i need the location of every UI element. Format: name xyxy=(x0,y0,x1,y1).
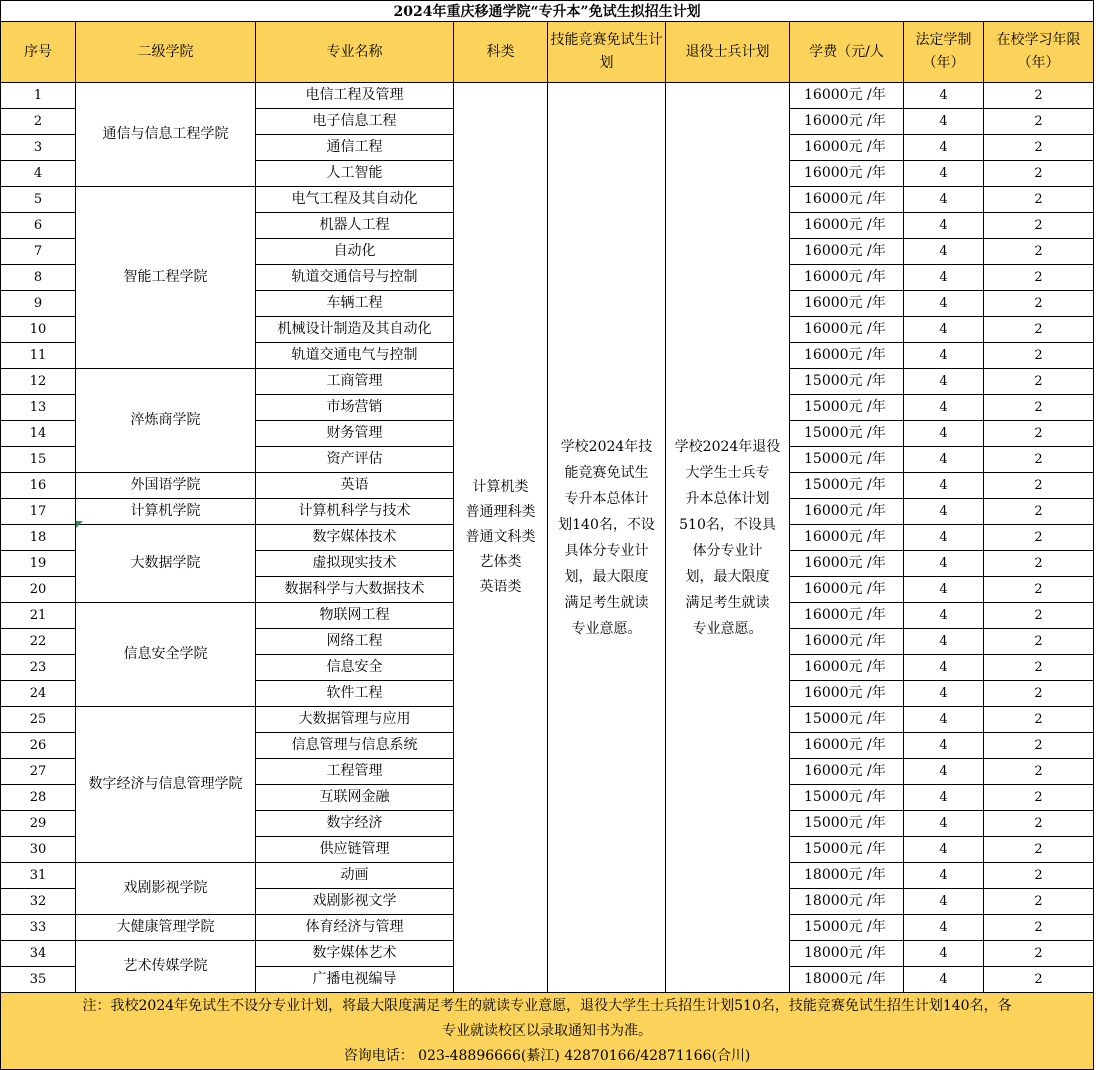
fee-cell: 16000元 /年 xyxy=(790,109,904,135)
study-years-cell: 4 xyxy=(904,551,984,577)
seq-cell: 19 xyxy=(1,551,76,577)
school-years-cell: 2 xyxy=(984,135,1094,161)
study-years-cell: 4 xyxy=(904,707,984,733)
fee-cell: 16000元 /年 xyxy=(790,291,904,317)
veteran-plan-line: 满足考生就读 xyxy=(685,594,770,611)
major-cell: 资产评估 xyxy=(256,447,454,473)
study-years-cell: 4 xyxy=(904,863,984,889)
major-cell: 物联网工程 xyxy=(256,603,454,629)
school-years-cell: 2 xyxy=(984,525,1094,551)
school-years-cell: 2 xyxy=(984,759,1094,785)
note-line: 注：我校2024年免试生不设分专业计划，将最大限度满足考生的就读专业意愿，退役大学生士兵招生计划510名，技能竞赛免试生招生计划140名，各 xyxy=(82,997,1012,1014)
major-cell: 供应链管理 xyxy=(256,837,454,863)
seq-cell: 26 xyxy=(1,733,76,759)
fee-cell: 16000元 /年 xyxy=(790,265,904,291)
major-cell: 信息安全 xyxy=(256,655,454,681)
fee-cell: 16000元 /年 xyxy=(790,629,904,655)
seq-cell: 29 xyxy=(1,811,76,837)
seq-cell: 13 xyxy=(1,395,76,421)
major-cell: 数字媒体艺术 xyxy=(256,941,454,967)
school-years-cell: 2 xyxy=(984,577,1094,603)
fee-cell: 16000元 /年 xyxy=(790,551,904,577)
seq-cell: 34 xyxy=(1,941,76,967)
school-years-cell: 2 xyxy=(984,213,1094,239)
major-cell: 轨道交通电气与控制 xyxy=(256,343,454,369)
veteran-plan-line: 升本总体计划 xyxy=(685,490,770,507)
school-years-cell: 2 xyxy=(984,707,1094,733)
major-cell: 体育经济与管理 xyxy=(256,915,454,941)
school-years-cell: 2 xyxy=(984,967,1094,993)
school-years-cell: 2 xyxy=(984,551,1094,577)
fee-cell: 15000元 /年 xyxy=(790,811,904,837)
study-years-cell: 4 xyxy=(904,577,984,603)
major-cell: 大数据管理与应用 xyxy=(256,707,454,733)
study-years-cell: 4 xyxy=(904,759,984,785)
college-cell: 数字经济与信息管理学院 xyxy=(76,707,256,863)
seq-cell: 20 xyxy=(1,577,76,603)
study-years-cell: 4 xyxy=(904,889,984,915)
college-cell: 通信与信息工程学院 xyxy=(76,83,256,187)
comment-marker-icon xyxy=(76,521,83,528)
seq-cell: 4 xyxy=(1,161,76,187)
school-years-cell: 2 xyxy=(984,941,1094,967)
major-cell: 电信工程及管理 xyxy=(256,83,454,109)
seq-cell: 35 xyxy=(1,967,76,993)
school-years-cell: 2 xyxy=(984,421,1094,447)
major-cell: 财务管理 xyxy=(256,421,454,447)
major-cell: 电气工程及其自动化 xyxy=(256,187,454,213)
seq-cell: 23 xyxy=(1,655,76,681)
seq-cell: 31 xyxy=(1,863,76,889)
seq-cell: 15 xyxy=(1,447,76,473)
major-cell: 电子信息工程 xyxy=(256,109,454,135)
school-years-cell: 2 xyxy=(984,109,1094,135)
seq-cell: 10 xyxy=(1,317,76,343)
note-line: 专业就读校区以录取通知书为准。 xyxy=(442,1022,653,1039)
skill-plan-line: 学校2024年技 xyxy=(560,438,653,455)
fee-cell: 16000元 /年 xyxy=(790,213,904,239)
school-years-cell: 2 xyxy=(984,655,1094,681)
school-years-cell: 2 xyxy=(984,161,1094,187)
seq-cell: 14 xyxy=(1,421,76,447)
major-cell: 工程管理 xyxy=(256,759,454,785)
fee-cell: 16000元 /年 xyxy=(790,161,904,187)
category-line: 艺体类 xyxy=(479,554,522,570)
seq-cell: 3 xyxy=(1,135,76,161)
major-cell: 互联网金融 xyxy=(256,785,454,811)
study-years-cell: 4 xyxy=(904,941,984,967)
seq-cell: 12 xyxy=(1,369,76,395)
school-years-cell: 2 xyxy=(984,915,1094,941)
skill-plan-cell xyxy=(548,83,666,993)
seq-cell: 27 xyxy=(1,759,76,785)
study-years-cell: 4 xyxy=(904,369,984,395)
major-cell: 软件工程 xyxy=(256,681,454,707)
school-years-cell: 2 xyxy=(984,187,1094,213)
major-cell: 机器人工程 xyxy=(256,213,454,239)
seq-cell: 16 xyxy=(1,473,76,499)
study-years-cell: 4 xyxy=(904,681,984,707)
seq-cell: 9 xyxy=(1,291,76,317)
school-years-cell: 2 xyxy=(984,369,1094,395)
seq-cell: 11 xyxy=(1,343,76,369)
seq-cell: 2 xyxy=(1,109,76,135)
study-years-cell: 4 xyxy=(904,603,984,629)
fee-cell: 15000元 /年 xyxy=(790,837,904,863)
study-years-cell: 4 xyxy=(904,967,984,993)
seq-cell: 18 xyxy=(1,525,76,551)
seq-cell: 28 xyxy=(1,785,76,811)
fee-cell: 16000元 /年 xyxy=(790,525,904,551)
fee-cell: 16000元 /年 xyxy=(790,239,904,265)
seq-cell: 32 xyxy=(1,889,76,915)
college-cell: 信息安全学院 xyxy=(76,603,256,707)
seq-cell: 6 xyxy=(1,213,76,239)
fee-cell: 16000元 /年 xyxy=(790,83,904,109)
major-cell: 网络工程 xyxy=(256,629,454,655)
fee-cell: 15000元 /年 xyxy=(790,395,904,421)
veteran-plan-line: 学校2024年退役 xyxy=(674,438,781,455)
skill-plan-line: 划，最大限度 xyxy=(564,568,649,585)
fee-cell: 18000元 /年 xyxy=(790,941,904,967)
seq-cell: 5 xyxy=(1,187,76,213)
major-cell: 英语 xyxy=(256,473,454,499)
fee-cell: 15000元 /年 xyxy=(790,707,904,733)
school-years-cell: 2 xyxy=(984,837,1094,863)
veteran-plan-line: 专业意愿。 xyxy=(692,620,763,637)
study-years-cell: 4 xyxy=(904,629,984,655)
major-cell: 自动化 xyxy=(256,239,454,265)
college-cell: 淬炼商学院 xyxy=(76,369,256,473)
study-years-cell: 4 xyxy=(904,837,984,863)
major-cell: 数字媒体技术 xyxy=(256,525,454,551)
seq-cell: 1 xyxy=(1,83,76,109)
major-cell: 动画 xyxy=(256,863,454,889)
major-cell: 轨道交通信号与控制 xyxy=(256,265,454,291)
seq-cell: 22 xyxy=(1,629,76,655)
fee-cell: 18000元 /年 xyxy=(790,863,904,889)
veteran-plan-line: 大学生士兵专 xyxy=(685,464,770,481)
school-years-cell: 2 xyxy=(984,785,1094,811)
college-cell: 戏剧影视学院 xyxy=(76,863,256,915)
study-years-cell: 4 xyxy=(904,317,984,343)
header-skill-plan: 技能竞赛免试生计划 xyxy=(548,22,666,83)
major-cell: 通信工程 xyxy=(256,135,454,161)
study-years-cell: 4 xyxy=(904,213,984,239)
major-cell: 工商管理 xyxy=(256,369,454,395)
school-years-cell: 2 xyxy=(984,603,1094,629)
fee-cell: 16000元 /年 xyxy=(790,343,904,369)
study-years-cell: 4 xyxy=(904,733,984,759)
major-cell: 信息管理与信息系统 xyxy=(256,733,454,759)
seq-cell: 7 xyxy=(1,239,76,265)
major-cell: 市场营销 xyxy=(256,395,454,421)
school-years-cell: 2 xyxy=(984,317,1094,343)
major-cell: 人工智能 xyxy=(256,161,454,187)
header-category: 科类 xyxy=(454,22,548,83)
study-years-cell: 4 xyxy=(904,499,984,525)
fee-cell: 15000元 /年 xyxy=(790,421,904,447)
college-cell: 艺术传媒学院 xyxy=(76,941,256,993)
school-years-cell: 2 xyxy=(984,733,1094,759)
skill-plan-line: 具体分专业计 xyxy=(564,542,649,559)
school-years-cell: 2 xyxy=(984,811,1094,837)
study-years-cell: 4 xyxy=(904,473,984,499)
veteran-plan-line: 体分专业计 xyxy=(692,542,763,559)
skill-plan-line: 专业意愿。 xyxy=(571,620,642,637)
school-years-cell: 2 xyxy=(984,291,1094,317)
header-veteran-plan: 退役士兵计划 xyxy=(666,22,790,83)
school-years-cell: 2 xyxy=(984,447,1094,473)
college-cell: 大数据学院 xyxy=(76,525,256,603)
seq-cell: 33 xyxy=(1,915,76,941)
fee-cell: 18000元 /年 xyxy=(790,889,904,915)
fee-cell: 16000元 /年 xyxy=(790,135,904,161)
fee-cell: 16000元 /年 xyxy=(790,733,904,759)
fee-cell: 16000元 /年 xyxy=(790,681,904,707)
fee-cell: 16000元 /年 xyxy=(790,499,904,525)
category-cell xyxy=(454,83,548,993)
major-cell: 车辆工程 xyxy=(256,291,454,317)
fee-cell: 16000元 /年 xyxy=(790,317,904,343)
header-study-years: 法定学制（年） xyxy=(904,22,984,83)
college-cell: 智能工程学院 xyxy=(76,187,256,369)
school-years-cell: 2 xyxy=(984,499,1094,525)
note-row xyxy=(1,993,1094,1070)
major-cell: 广播电视编导 xyxy=(256,967,454,993)
veteran-plan-line: 划，最大限度 xyxy=(685,568,770,585)
fee-cell: 16000元 /年 xyxy=(790,187,904,213)
study-years-cell: 4 xyxy=(904,785,984,811)
major-cell: 机械设计制造及其自动化 xyxy=(256,317,454,343)
school-years-cell: 2 xyxy=(984,889,1094,915)
veteran-plan-line: 510名，不设具 xyxy=(679,516,776,533)
study-years-cell: 4 xyxy=(904,811,984,837)
fee-cell: 15000元 /年 xyxy=(790,369,904,395)
study-years-cell: 4 xyxy=(904,447,984,473)
study-years-cell: 4 xyxy=(904,83,984,109)
major-cell: 戏剧影视文学 xyxy=(256,889,454,915)
header-major: 专业名称 xyxy=(256,22,454,83)
school-years-cell: 2 xyxy=(984,265,1094,291)
study-years-cell: 4 xyxy=(904,109,984,135)
fee-cell: 16000元 /年 xyxy=(790,759,904,785)
fee-cell: 15000元 /年 xyxy=(790,447,904,473)
study-years-cell: 4 xyxy=(904,395,984,421)
veteran-plan-cell xyxy=(666,83,790,993)
school-years-cell: 2 xyxy=(984,343,1094,369)
college-cell: 计算机学院 xyxy=(76,499,256,525)
school-years-cell: 2 xyxy=(984,681,1094,707)
fee-cell: 15000元 /年 xyxy=(790,473,904,499)
fee-cell: 15000元 /年 xyxy=(790,915,904,941)
seq-cell: 8 xyxy=(1,265,76,291)
category-line: 普通理科类 xyxy=(465,504,536,520)
seq-cell: 24 xyxy=(1,681,76,707)
study-years-cell: 4 xyxy=(904,343,984,369)
study-years-cell: 4 xyxy=(904,291,984,317)
major-cell: 虚拟现实技术 xyxy=(256,551,454,577)
seq-cell: 25 xyxy=(1,707,76,733)
seq-cell: 17 xyxy=(1,499,76,525)
category-line: 普通文科类 xyxy=(465,529,536,545)
header-school-years: 在校学习年限（年） xyxy=(984,22,1094,83)
fee-cell: 16000元 /年 xyxy=(790,655,904,681)
college-cell: 外国语学院 xyxy=(76,473,256,499)
fee-cell: 16000元 /年 xyxy=(790,603,904,629)
study-years-cell: 4 xyxy=(904,525,984,551)
study-years-cell: 4 xyxy=(904,421,984,447)
fee-cell: 18000元 /年 xyxy=(790,967,904,993)
study-years-cell: 4 xyxy=(904,265,984,291)
page-title: 2024年重庆移通学院“专升本”免试生拟招生计划 xyxy=(1,1,1094,22)
study-years-cell: 4 xyxy=(904,187,984,213)
header-fee: 学费（元/人 xyxy=(790,22,904,83)
note-cell xyxy=(1,993,1094,1070)
school-years-cell: 2 xyxy=(984,629,1094,655)
skill-plan-line: 专升本总体计 xyxy=(564,490,649,507)
skill-plan-line: 划140名，不设 xyxy=(558,516,655,533)
header-seq: 序号 xyxy=(1,22,76,83)
header-college: 二级学院 xyxy=(76,22,256,83)
category-line: 计算机类 xyxy=(472,479,529,495)
skill-plan-line: 满足考生就读 xyxy=(564,594,649,611)
study-years-cell: 4 xyxy=(904,135,984,161)
major-cell: 计算机科学与技术 xyxy=(256,499,454,525)
study-years-cell: 4 xyxy=(904,239,984,265)
table-row xyxy=(1,83,1094,109)
note-line: 咨询电话： 023-48896666(綦江) 42870166/42871166(合川) xyxy=(343,1047,751,1064)
college-cell: 大健康管理学院 xyxy=(76,915,256,941)
school-years-cell: 2 xyxy=(984,863,1094,889)
seq-cell: 30 xyxy=(1,837,76,863)
category-line: 英语类 xyxy=(479,579,522,595)
school-years-cell: 2 xyxy=(984,83,1094,109)
seq-cell: 21 xyxy=(1,603,76,629)
school-years-cell: 2 xyxy=(984,395,1094,421)
major-cell: 数据科学与大数据技术 xyxy=(256,577,454,603)
school-years-cell: 2 xyxy=(984,473,1094,499)
school-years-cell: 2 xyxy=(984,239,1094,265)
fee-cell: 16000元 /年 xyxy=(790,577,904,603)
major-cell: 数字经济 xyxy=(256,811,454,837)
skill-plan-line: 能竞赛免试生 xyxy=(564,464,649,481)
study-years-cell: 4 xyxy=(904,655,984,681)
fee-cell: 15000元 /年 xyxy=(790,785,904,811)
study-years-cell: 4 xyxy=(904,915,984,941)
study-years-cell: 4 xyxy=(904,161,984,187)
